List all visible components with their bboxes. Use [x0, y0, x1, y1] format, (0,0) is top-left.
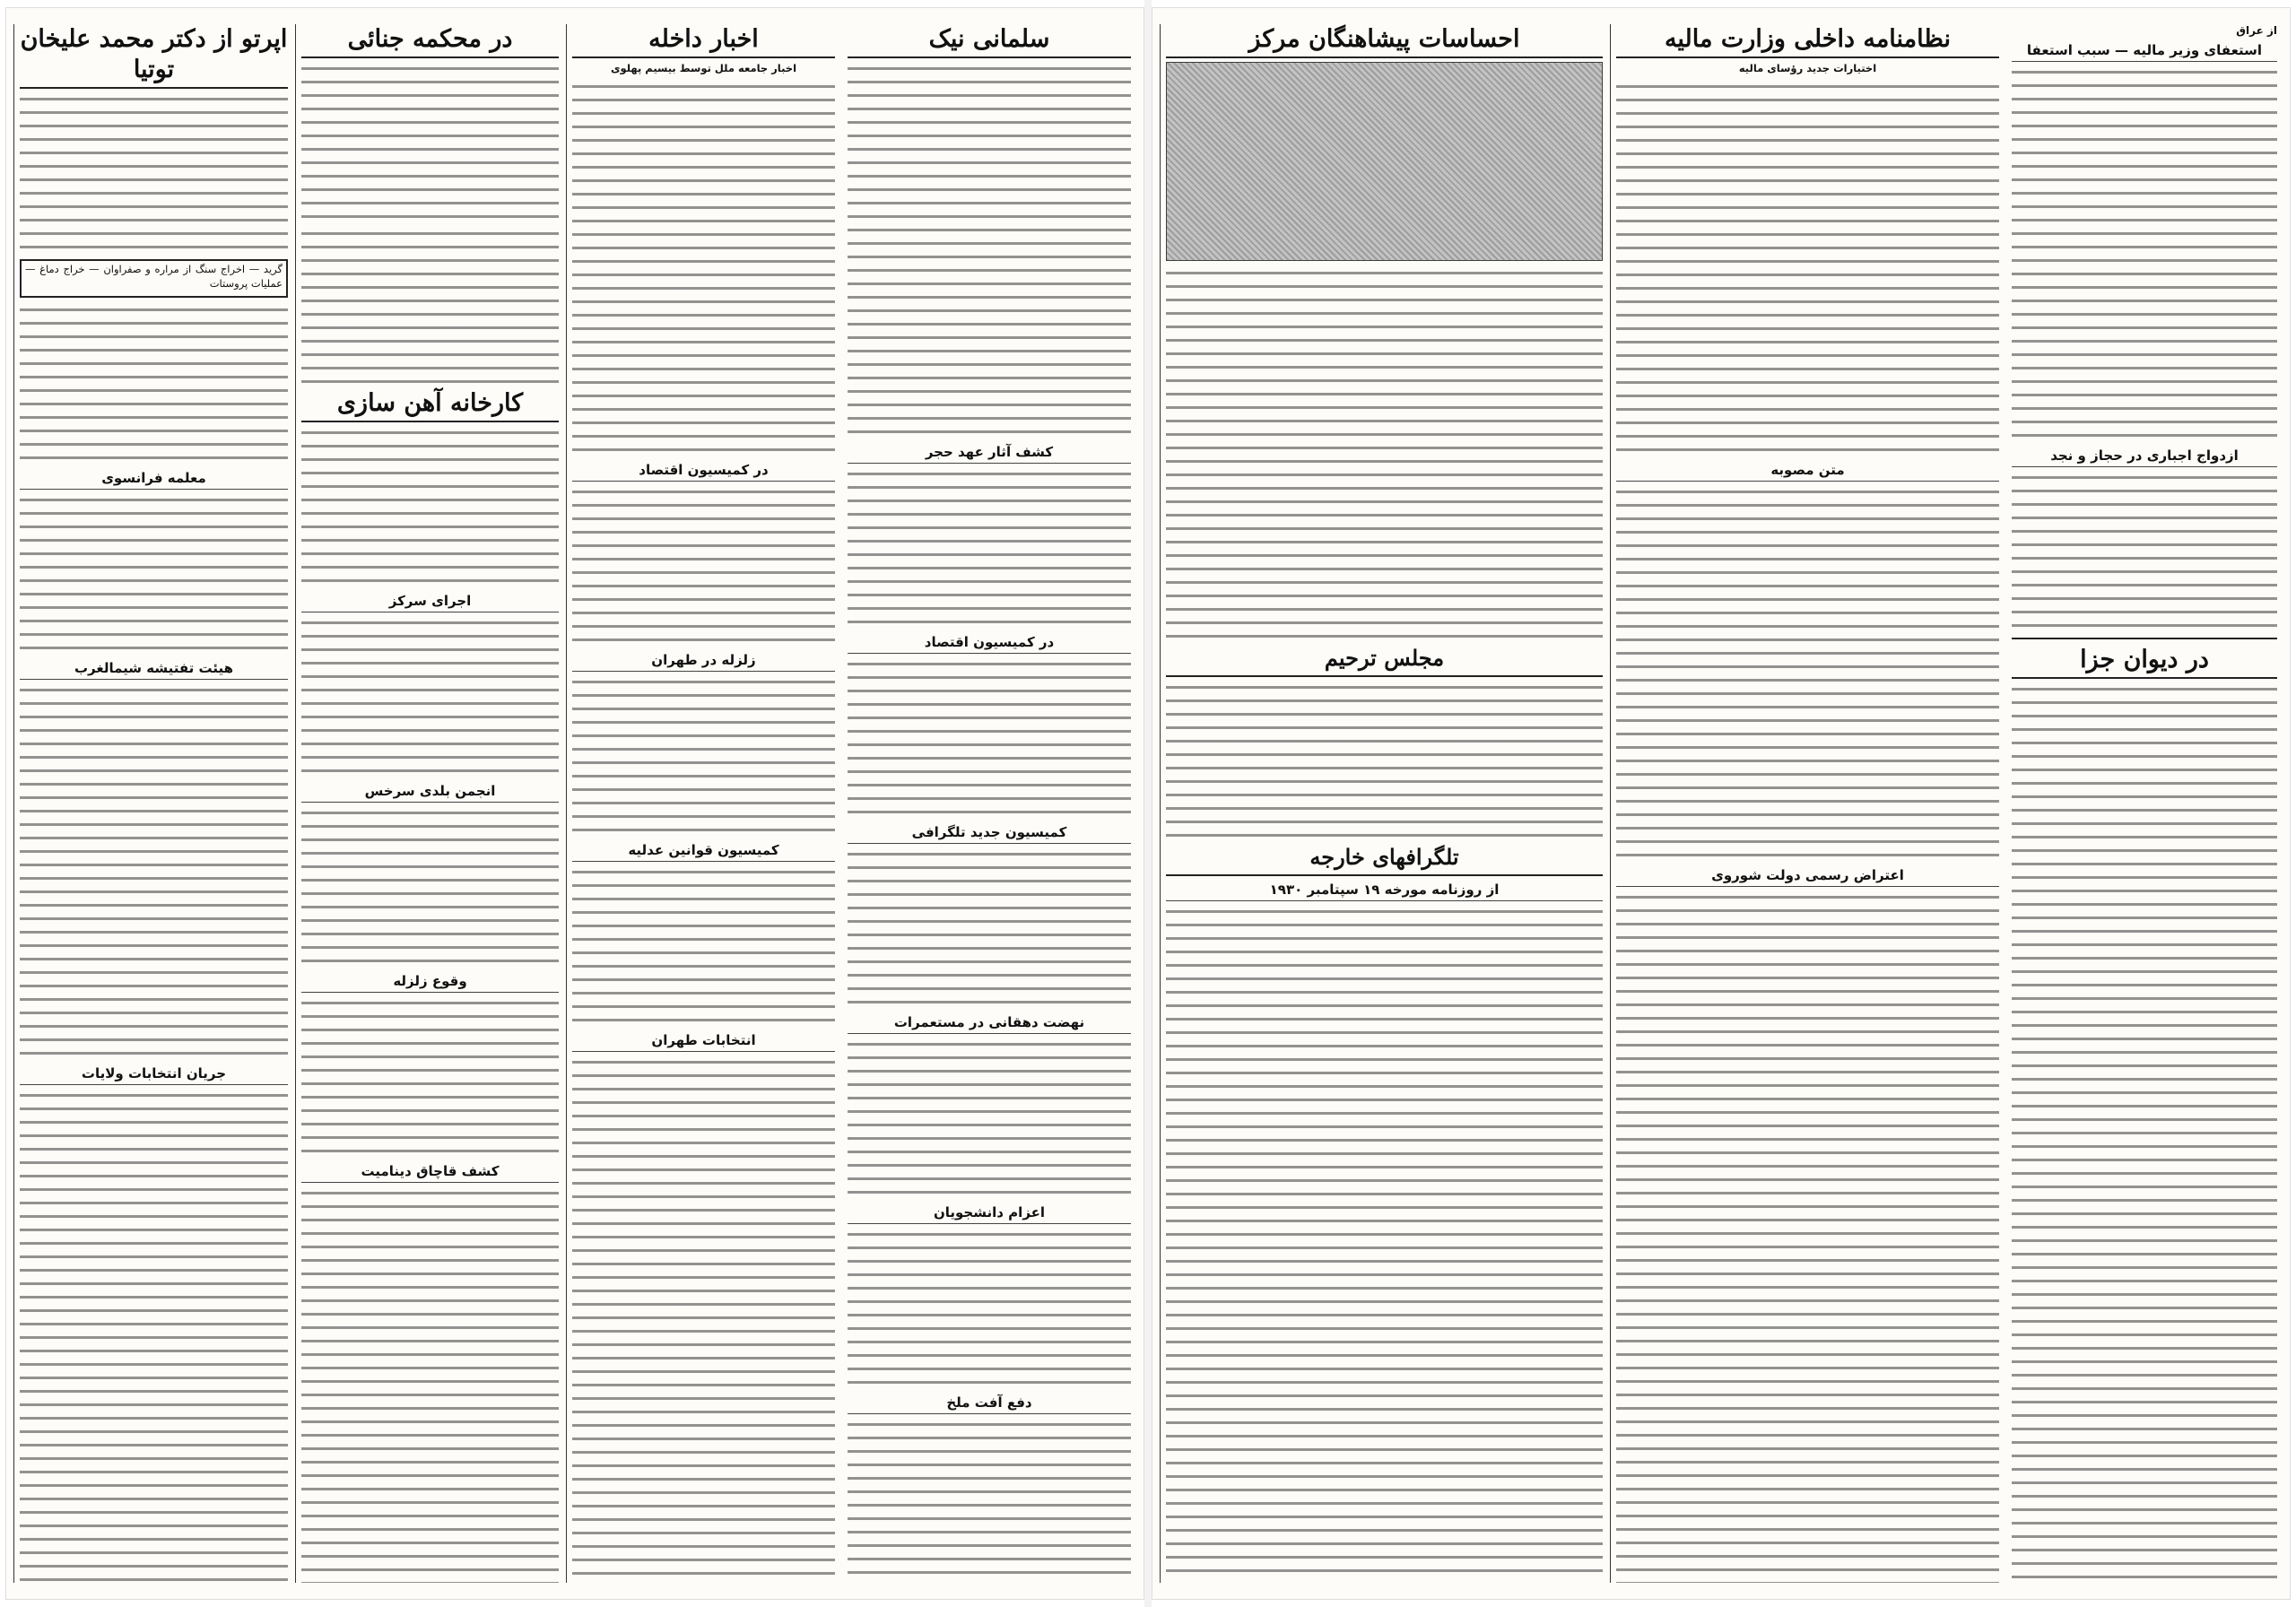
news-kicker: اخبار جامعه ملل توسط بیسیم پهلوی: [610, 62, 797, 74]
subhead-date: از روزنامه مورخه ۱۹ سپتامبر ۱۹۳۰: [1166, 882, 1603, 901]
article-text-block: [2012, 682, 2277, 1583]
headline-iron-factory: کارخانه آهن سازی: [301, 388, 559, 422]
article-text-block: [848, 847, 1131, 1009]
article-text-block: [572, 80, 835, 456]
subhead-soviet-protest: اعتراض رسمی دولت شوروی: [1616, 867, 1999, 887]
subhead-justice-laws: کمیسیون قوانین عدلیه: [572, 842, 835, 862]
article-text-block: [1166, 266, 1603, 643]
article-text-block: [20, 92, 288, 254]
article-text-block: [848, 1228, 1131, 1389]
right-page-column-2: [1610, 24, 2005, 1583]
article-text-block: [848, 467, 1131, 629]
left-newspaper-page: [5, 7, 1144, 1600]
subhead-telegraph: کمیسیون جدید تلگرافی: [848, 824, 1131, 844]
article-text-block: [301, 1186, 559, 1583]
article-text-block: [572, 485, 835, 647]
article-text-block: [301, 996, 559, 1158]
article-text-block: [1616, 485, 1999, 862]
article-text-block: [301, 426, 559, 587]
scouts-photo: [1166, 62, 1603, 261]
page-gutter: [1144, 0, 1152, 1607]
subhead-minister-resignation: استعفای وزیر مالیه — سبب استعفا: [2012, 42, 2277, 62]
article-text-block: [848, 1418, 1131, 1583]
subhead-french-teacher: معلمه فرانسوی: [20, 470, 288, 490]
headline-scouts: احساسات پیشاهنگان مرکز: [1166, 24, 1603, 58]
article-text-block: [848, 62, 1131, 439]
left-page-column-4: [842, 24, 1136, 1583]
headline-foreign-telegrams: تلگرافهای خارجه: [1166, 842, 1603, 876]
right-newspaper-page: [1152, 7, 2291, 1600]
surgery-list-line: گرید — اخراج سنگ از مراره و صفراوان — خراج دماغ — عملیات پروستات: [25, 263, 283, 290]
article-text-block: [301, 227, 559, 388]
subhead-colonies: نهضت دهقانی در مستعمرات: [848, 1014, 1131, 1034]
subhead-elections: جریان انتخابات ولایات: [20, 1065, 288, 1085]
article-text-block: [20, 683, 288, 1060]
article-text-block: [20, 493, 288, 655]
headline-doctor-ad: اپرتو از دکتر محمد علیخان توتیا: [20, 24, 288, 89]
article-text-block: [2012, 471, 2277, 632]
article-text-block: [572, 1055, 835, 1584]
right-page-column-3: [2006, 24, 2283, 1583]
subhead-inspection-committee: هیئت تفتیشه شیمالغرب: [20, 660, 288, 680]
headline-memorial: مجلس ترحیم: [1166, 643, 1603, 677]
subhead-center: اجرای سرکز: [301, 593, 559, 612]
headline-criminal-tribunal: در دیوان جزا: [2012, 645, 2277, 679]
left-page-column-2: [295, 24, 564, 1583]
article-text-block: [1616, 80, 1999, 456]
left-page-column-1: [13, 24, 293, 1583]
headline-barber: سلمانی نیک: [848, 24, 1131, 58]
section-marker-iraq: از عراق: [2236, 24, 2277, 37]
subhead-economy-commission: در کمیسیون اقتصاد: [572, 462, 835, 482]
subhead-stone-age: کشف آثار عهد حجر: [848, 444, 1131, 464]
subhead-dynamite: کشف قاچاق دینامیت: [301, 1163, 559, 1183]
subhead-tehran-elections: انتخابات طهران: [572, 1032, 835, 1052]
article-text-block: [20, 1089, 288, 1583]
subhead-students: اعزام دانشجویان: [848, 1204, 1131, 1224]
article-text-block: [1166, 681, 1603, 842]
article-text-block: [20, 303, 288, 465]
article-text-block: [301, 616, 559, 777]
headline-finance-regulation: نظامنامه داخلی وزارت مالیه: [1616, 24, 1999, 58]
subhead-resolution-text: متن مصوبه: [1616, 462, 1999, 482]
subhead-forced-marriage: ازدواج اجباری در حجاز و نجد: [2012, 447, 2277, 467]
subhead-locust: دفع آفت ملخ: [848, 1394, 1131, 1414]
article-text-block: [572, 865, 835, 1027]
left-page-column-3: [566, 24, 840, 1583]
article-text-block: [848, 1038, 1131, 1199]
article-text-block: [572, 675, 835, 837]
right-page-column-1: [1160, 24, 1608, 1583]
article-text-block: [2012, 65, 2277, 442]
article-text-block: [1616, 890, 1999, 1584]
subhead-sarakhs-council: انجمن بلدی سرخس: [301, 783, 559, 803]
section-divider: [2012, 638, 2277, 639]
subhead-earthquake: وقوع زلزله: [301, 973, 559, 993]
headline-criminal-court: در محکمه جنائی: [301, 24, 559, 58]
article-text-block: [301, 62, 559, 223]
article-text-block: [301, 806, 559, 968]
subhead-tehran-earthquake: زلزله در طهران: [572, 652, 835, 672]
headline-domestic-news: اخبار داخله: [572, 24, 835, 58]
regulation-kicker: اختیارات جدید رؤسای مالیه: [1738, 62, 1877, 74]
article-text-block: [1166, 905, 1603, 1583]
surgery-list-box: [20, 259, 288, 298]
subhead-economy: در کمیسیون اقتصاد: [848, 634, 1131, 654]
article-text-block: [848, 657, 1131, 819]
